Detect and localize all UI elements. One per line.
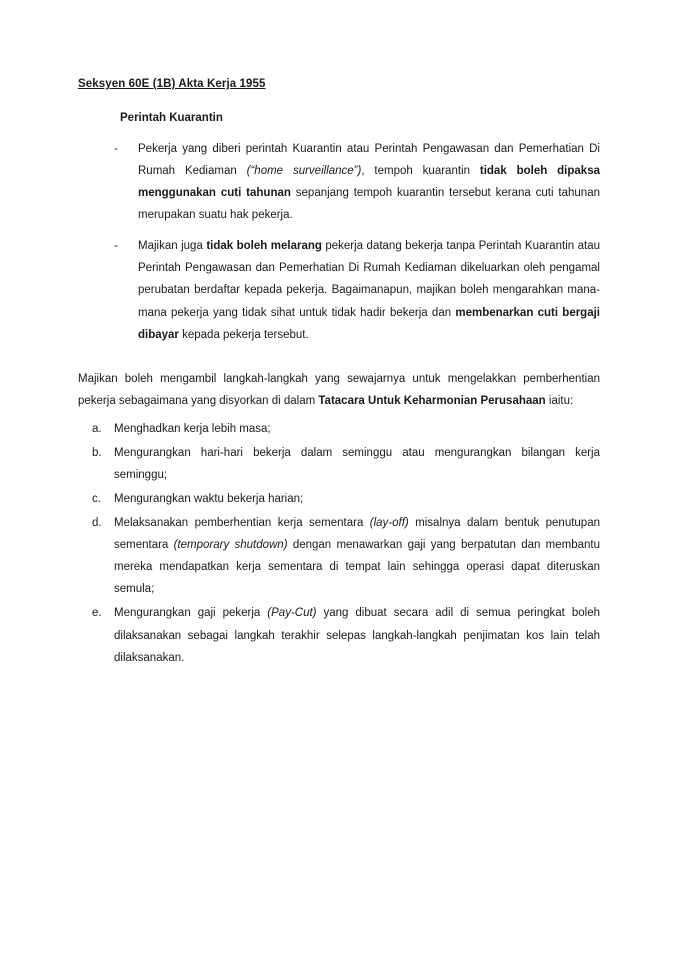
text-run: Mengurangkan hari-hari bekerja dalam seminggu atau mengurangkan bilangan kerja seminggu; bbox=[114, 446, 600, 482]
text-run: Mengurangkan gaji pekerja bbox=[114, 607, 268, 620]
quarantine-order-annual-leave bbox=[138, 138, 600, 226]
text-run: membenarkan cuti bergaji dibayar bbox=[138, 306, 600, 341]
text-run: kepada pekerja tersebut. bbox=[178, 328, 309, 341]
text-run: , tempoh kuarantin bbox=[361, 165, 480, 178]
measures-alpha-list bbox=[78, 418, 600, 669]
text-run: Tatacara Untuk Keharmonian Perusahaan bbox=[318, 394, 546, 407]
text-run: Majikan boleh mengambil langkah-langkah yang sewajarnya untuk mengelakkan pemberhentian pekerja sebagaimana yang disyorkan di dalam bbox=[78, 372, 600, 407]
page-title: Seksyen 60E (1B) Akta Kerja 1955 bbox=[78, 78, 266, 90]
text-run: (lay-off) bbox=[369, 517, 409, 530]
text-run: (Pay-Cut) bbox=[267, 607, 317, 620]
list-marker: a. bbox=[92, 422, 102, 435]
text-run: Mengurangkan waktu bekerja harian; bbox=[114, 493, 304, 506]
list-marker: b. bbox=[92, 446, 102, 459]
list-item bbox=[114, 235, 600, 345]
quarantine-bullet-list bbox=[114, 138, 600, 346]
text-run: Menghadkan kerja lebih masa; bbox=[114, 422, 271, 435]
list-item bbox=[78, 602, 600, 668]
text-run: pekerja datang bekerja tanpa Perintah Kuarantin atau Perintah Pengawasan dan Pemerhatian Di Rumah Kediaman dikeluarkan oleh pengamal perubatan berdaftar kepada pekerja. Bagaimanapun, majikan boleh mengarahkan mana-mana pekerja yang tidak sihat untuk tidak hadir bekerja dan bbox=[138, 240, 600, 319]
list-marker: - bbox=[114, 143, 118, 155]
text-run: iaitu: bbox=[545, 394, 574, 407]
list-marker: d. bbox=[92, 517, 102, 530]
list-item-text bbox=[114, 442, 600, 486]
list-marker: c. bbox=[92, 493, 101, 506]
text-run: yang dibuat secara adil di semua peringkat boleh dilaksanakan sebagai langkah terakhir selepas langkah-langkah penjimatan kos lain telah dilaksanakan. bbox=[114, 607, 600, 664]
list-item-text bbox=[114, 418, 600, 440]
text-run: (“home surveillance”) bbox=[246, 165, 362, 178]
employer-cannot-prohibit bbox=[138, 235, 600, 345]
retrenchment-avoidance-paragraph bbox=[78, 368, 600, 412]
list-item bbox=[78, 442, 600, 486]
list-item-text bbox=[114, 488, 600, 510]
list-item-text bbox=[114, 602, 600, 668]
list-item-text bbox=[114, 512, 600, 600]
text-run: Melaksanakan pemberhentian kerja sementara bbox=[114, 517, 370, 530]
list-item bbox=[78, 418, 600, 440]
list-item bbox=[114, 138, 600, 226]
text-run: Majikan juga bbox=[138, 240, 207, 253]
text-run: tidak boleh dipaksa menggunakan cuti tahunan bbox=[138, 165, 600, 200]
text-run: sepanjang tempoh kuarantin tersebut kerana cuti tahunan merupakan suatu hak pekerja. bbox=[138, 187, 600, 222]
list-item bbox=[78, 488, 600, 510]
text-run: (temporary shutdown) bbox=[173, 539, 288, 552]
text-run: Pekerja yang diberi perintah Kuarantin atau Perintah Pengawasan dan Pemerhatian Di Rumah Kediaman bbox=[138, 143, 600, 178]
list-marker: e. bbox=[92, 607, 102, 620]
list-item bbox=[78, 512, 600, 600]
text-run: tidak boleh melarang bbox=[206, 240, 322, 253]
list-marker: - bbox=[114, 240, 118, 253]
text-run: misalnya dalam bentuk penutupan sementara bbox=[114, 517, 600, 552]
text-run: dengan menawarkan gaji yang berpatutan dan membantu mereka mendapatkan kerja sementara di tempat lain sehingga operasi dapat diteruskan semula; bbox=[114, 539, 600, 596]
section-heading-perintah-kuarantin: Perintah Kuarantin bbox=[120, 112, 223, 124]
